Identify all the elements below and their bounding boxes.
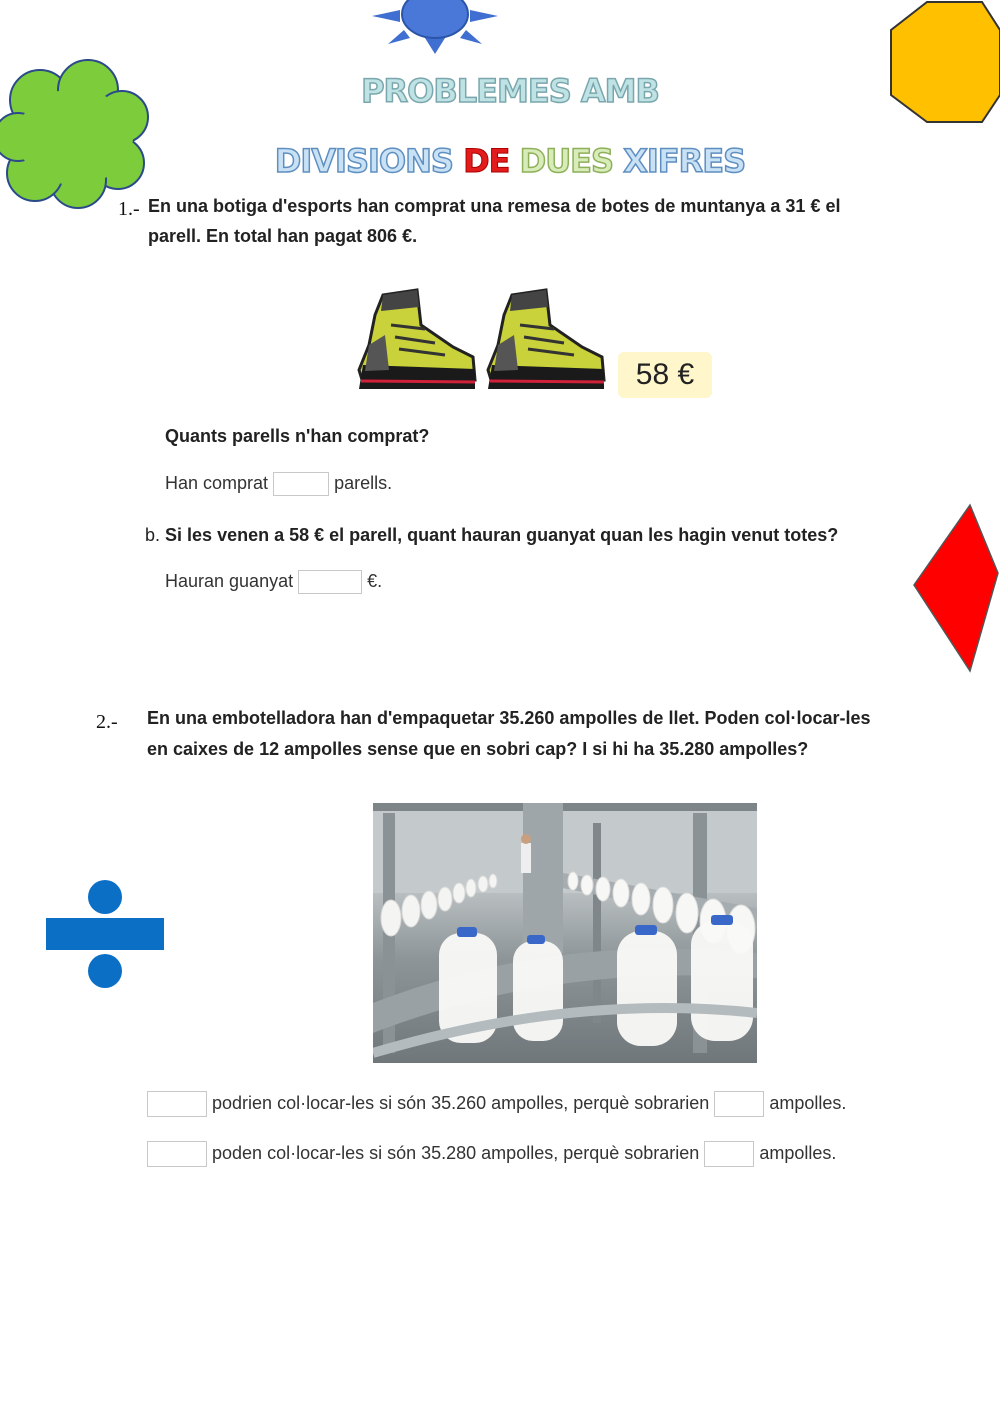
answer-a-suffix: parells. [334,472,393,493]
answer2-row2-suffix: ampolles. [759,1142,837,1163]
hiking-boot-image [355,285,480,397]
answer2-row1-input-start[interactable] [147,1091,207,1117]
answer-b-suffix: €. [367,570,383,591]
answer2-row1-middle: podrien col·locar-les si són 35.260 ampolles, perquè sobrarien [212,1092,710,1113]
problem2-text-line1: En una embotelladora han d'empaquetar 35.260 ampolles de llet. Poden col·locar-les [147,708,871,728]
page-title-line1: PROBLEMES AMB [361,72,659,110]
answer2-row1-input-remainder[interactable] [714,1091,764,1117]
answer2-row1 [147,1091,846,1117]
problem2-text-line2: en caixes de 12 ampolles sense que en sobri cap? I si hi ha 35.280 ampolles? [147,739,809,759]
answer2-row2-input-start[interactable] [147,1141,207,1167]
answer2-row2 [147,1141,836,1167]
divide-icon [44,878,166,990]
page-title-line2 [10,142,1000,180]
problem1-text-line2: parell. En total han pagat 806 €. [148,226,418,246]
answer-b-input[interactable] [298,570,362,594]
title-word-de: DE [463,142,510,180]
diamond-icon [912,503,1000,673]
answer-a-input[interactable] [273,472,329,496]
question-b-marker: b. [145,525,161,545]
title-word-divisions: DIVISIONS [274,142,453,180]
problem1-text-line1: En una botiga d'esports han comprat una remesa de botes de muntanya a 31 € el [148,196,841,216]
answer-a-prefix: Han comprat [165,472,269,493]
answer-b-row [165,570,382,594]
title-word-xifres: XIFRES [623,142,746,180]
sun-icon [370,0,500,58]
answer-b-prefix: Hauran guanyat [165,570,294,591]
problem2-number: 2.- [96,711,118,733]
question-b: Si les venen a 58 € el parell, quant hauran guanyat quan les hagin venut totes? [165,525,839,545]
question-a: Quants parells n'han comprat? [165,426,430,446]
answer2-row2-middle: poden col·locar-les si són 35.280 ampolles, perquè sobrarien [212,1142,700,1163]
question-b-row [145,525,838,546]
answer2-row2-input-remainder[interactable] [704,1141,754,1167]
price-tag: 58 € [618,352,712,398]
problem1-number: 1.- [118,198,140,220]
answer2-row1-suffix: ampolles. [769,1092,847,1113]
title-word-dues: DUES [519,142,614,180]
answer-a-row [165,472,392,496]
bottling-factory-image [373,803,757,1063]
hiking-boot-image [484,285,609,397]
